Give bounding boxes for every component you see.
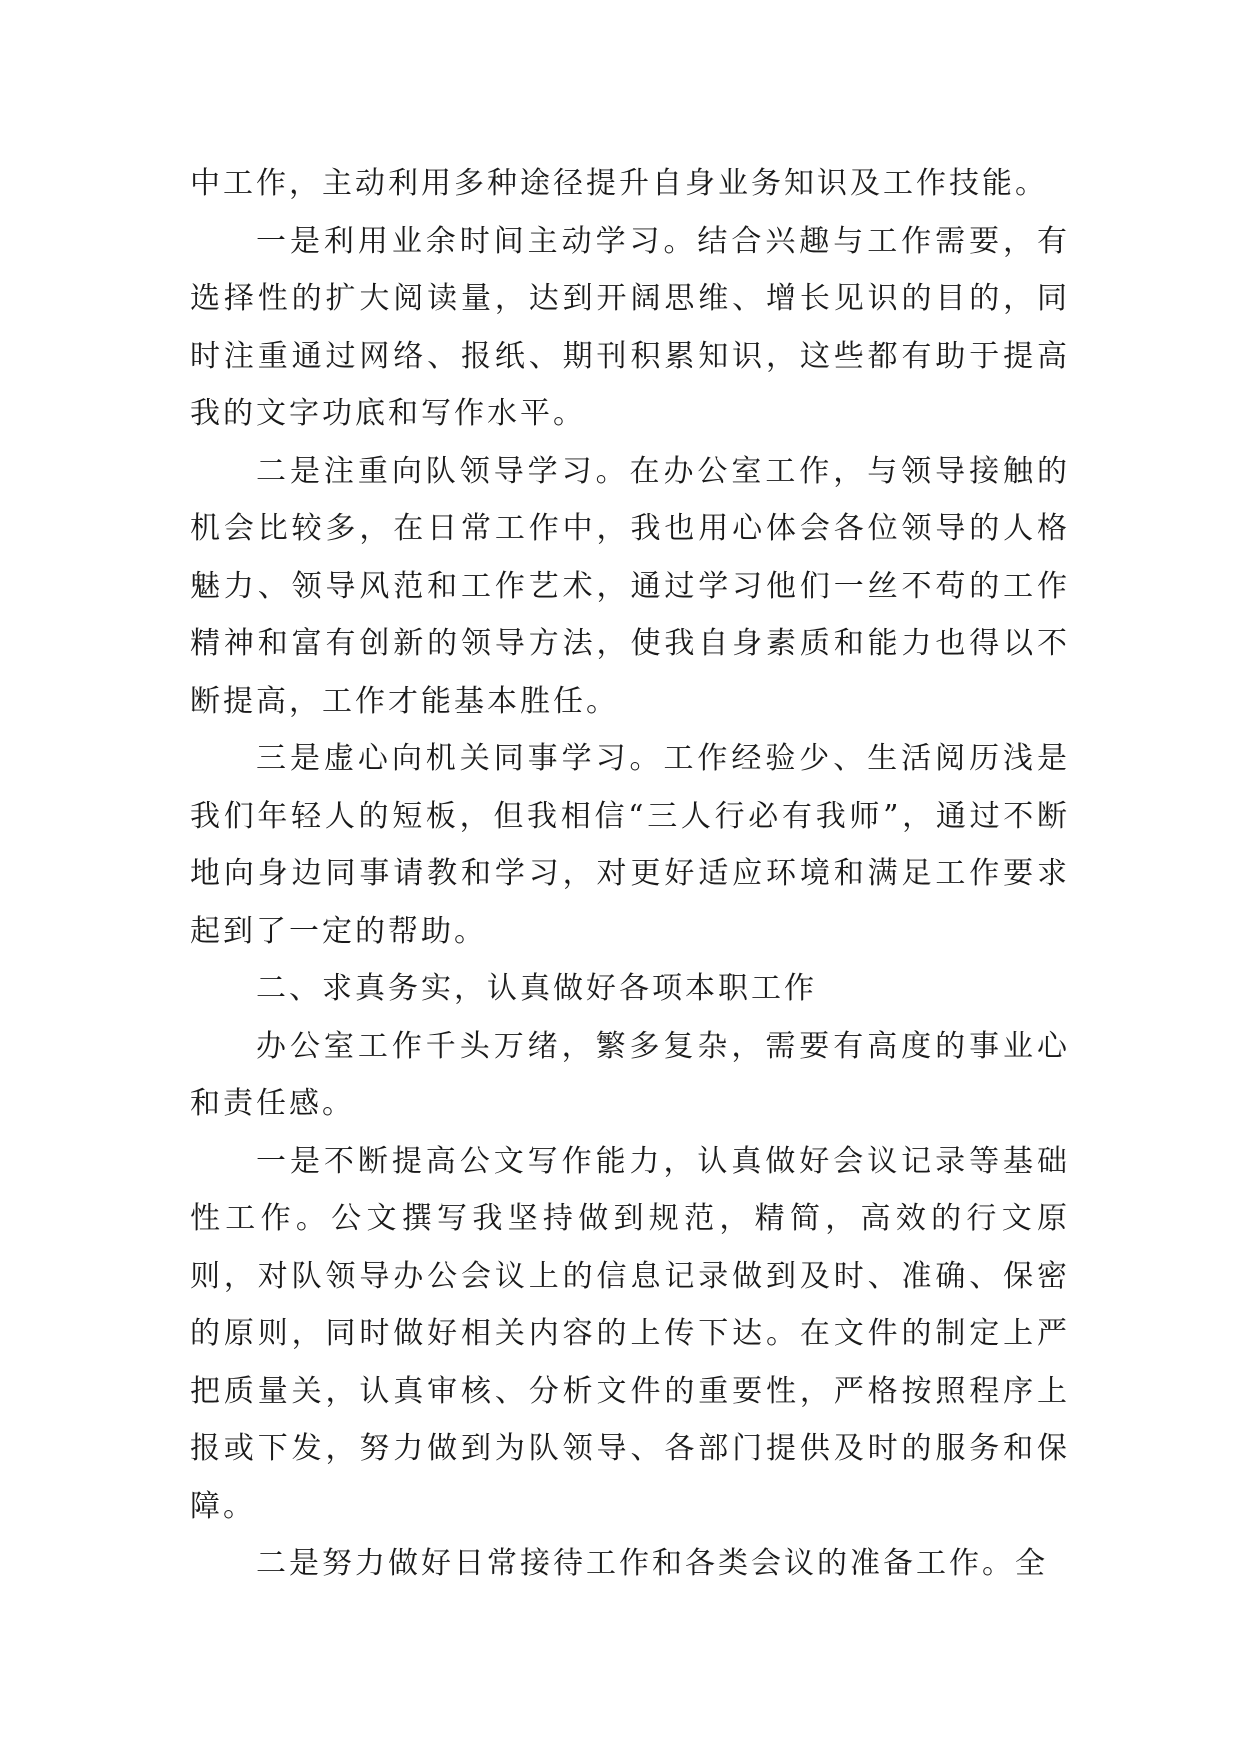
paragraph: 办公室工作千头万绪，繁多复杂，需要有高度的事业心和责任感。 <box>190 1028 1070 1121</box>
paragraph: 一是不断提高公文写作能力，认真做好会议记录等基础性工作。公文撰写我坚持做到规范，精简，高效的行文原则，对队领导办公会议上的信息记录做到及时、准确、保密的原则，同时做好相关内容的上传下达。在文件的制定上严把质量关，认真审核、分析文件的重要性，严格按照程序上报或下发，努力做到为队领导、各部门提供及时的服务和保障。 <box>190 1143 1070 1524</box>
paragraph: 二是注重向队领导学习。在办公室工作，与领导接触的机会比较多，在日常工作中，我也用心体会各位领导的人格魅力、领导风范和工作艺术，通过学习他们一丝不苟的工作精神和富有创新的领导方法，使我自身素质和能力也得以不断提高，工作才能基本胜任。 <box>190 453 1070 719</box>
paragraph: 二是努力做好日常接待工作和各类会议的准备工作。全 <box>256 1546 1048 1581</box>
document-body <box>190 155 1070 1593</box>
paragraph: 中工作，主动利用多种途径提升自身业务知识及工作技能。 <box>190 166 1048 201</box>
paragraph: 三是虚心向机关同事学习。工作经验少、生活阅历浅是我们年轻人的短板，但我相信“三人行必有我师”，通过不断地向身边同事请教和学习，对更好适应环境和满足工作要求起到了一定的帮助。 <box>190 741 1070 949</box>
paragraph: 一是利用业余时间主动学习。结合兴趣与工作需要，有选择性的扩大阅读量，达到开阔思维、增长见识的目的，同时注重通过网络、报纸、期刊积累知识，这些都有助于提高我的文字功底和写作水平。 <box>190 223 1070 431</box>
section-heading: 二、求真务实，认真做好各项本职工作 <box>256 971 817 1006</box>
